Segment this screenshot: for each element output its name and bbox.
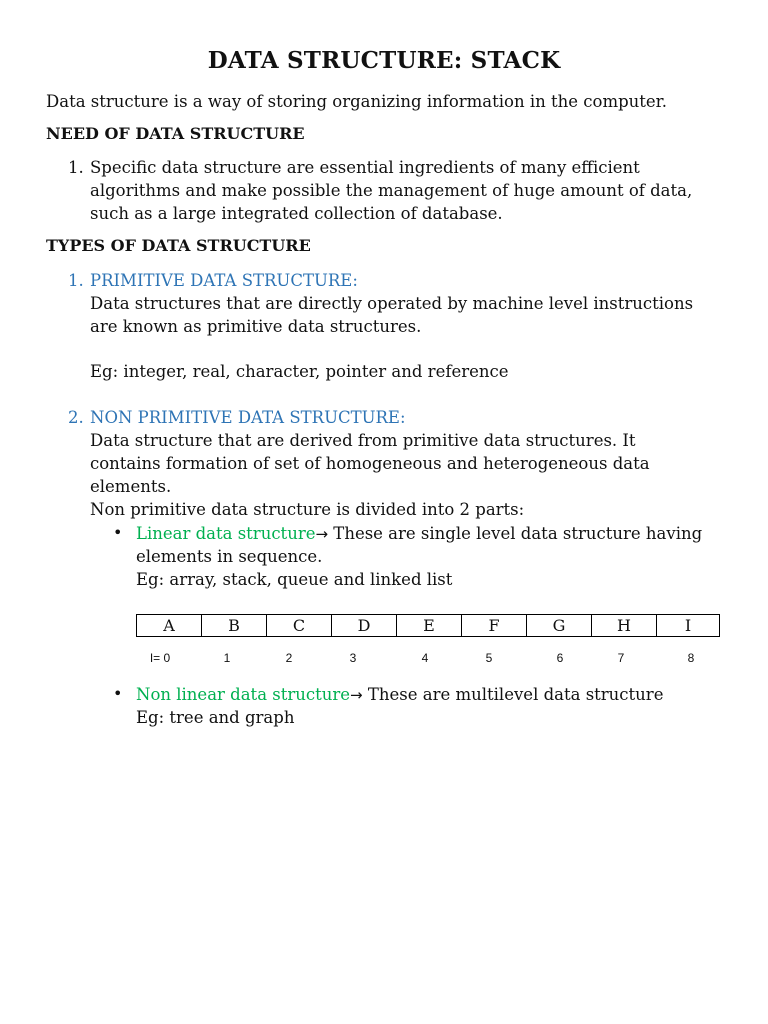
linear-label: Linear data structure [136, 524, 316, 543]
array-index: 1 [223, 651, 231, 665]
need-item-number: 1. [68, 158, 84, 177]
array-cell: H [592, 615, 657, 637]
primitive-heading: PRIMITIVE DATA STRUCTURE: [90, 271, 358, 290]
array-table [136, 614, 720, 637]
array-index: 4 [421, 651, 429, 665]
array-cell: B [202, 615, 267, 637]
need-item-line: algorithms and make possible the management of huge amount of data, [90, 181, 693, 200]
need-item-line: Specific data structure are essential ingredients of many efficient [90, 158, 640, 177]
array-cell: D [332, 615, 397, 637]
linear-desc: These are single level data structure having [328, 524, 703, 543]
primitive-line: Data structures that are directly operated by machine level instructions [90, 294, 694, 313]
array-index: 5 [485, 651, 493, 665]
array-index: 2 [285, 651, 293, 665]
linear-bullet: • [113, 523, 123, 542]
need-heading: NEED OF DATA STRUCTURE [46, 124, 305, 143]
nonlinear-example: Eg: tree and graph [136, 708, 295, 727]
non-primitive-line: Non primitive data structure is divided into 2 parts: [90, 500, 525, 519]
primitive-example: Eg: integer, real, character, pointer and reference [90, 362, 509, 381]
array-cell: E [397, 615, 462, 637]
linear-line2: elements in sequence. [136, 547, 323, 566]
array-index: I= 0 [149, 651, 171, 665]
need-item-line: such as a large integrated collection of database. [90, 204, 503, 223]
non-primitive-line: Data structure that are derived from primitive data structures. It [90, 431, 636, 450]
array-cell: A [137, 615, 202, 637]
primitive-line: are known as primitive data structures. [90, 317, 422, 336]
array-index: 3 [349, 651, 357, 665]
array-cell: I [657, 615, 720, 637]
nonlinear-line [136, 683, 663, 707]
non-primitive-heading: NON PRIMITIVE DATA STRUCTURE: [90, 408, 406, 427]
array-cell: F [462, 615, 527, 637]
linear-example: Eg: array, stack, queue and linked list [136, 570, 453, 589]
nonlinear-label: Non linear data structure [136, 685, 351, 704]
right-arrow-icon: → [315, 525, 329, 543]
intro-text: Data structure is a way of storing organizing information in the computer. [46, 92, 667, 111]
non-primitive-line: elements. [90, 477, 172, 496]
right-arrow-icon: → [350, 686, 363, 704]
linear-line [136, 522, 702, 546]
array-row [137, 615, 720, 637]
array-cell: C [267, 615, 332, 637]
non-primitive-number: 2. [68, 408, 84, 427]
array-index: 8 [687, 651, 695, 665]
primitive-number: 1. [68, 271, 84, 290]
array-index: 7 [617, 651, 625, 665]
array-index: 6 [556, 651, 564, 665]
array-cell: G [527, 615, 592, 637]
non-primitive-line: contains formation of set of homogeneous and heterogeneous data [90, 454, 650, 473]
nonlinear-desc: These are multilevel data structure [362, 685, 664, 704]
nonlinear-bullet: • [113, 684, 123, 703]
types-heading: TYPES OF DATA STRUCTURE [46, 236, 311, 255]
page-title: DATA STRUCTURE: STACK [207, 47, 561, 74]
